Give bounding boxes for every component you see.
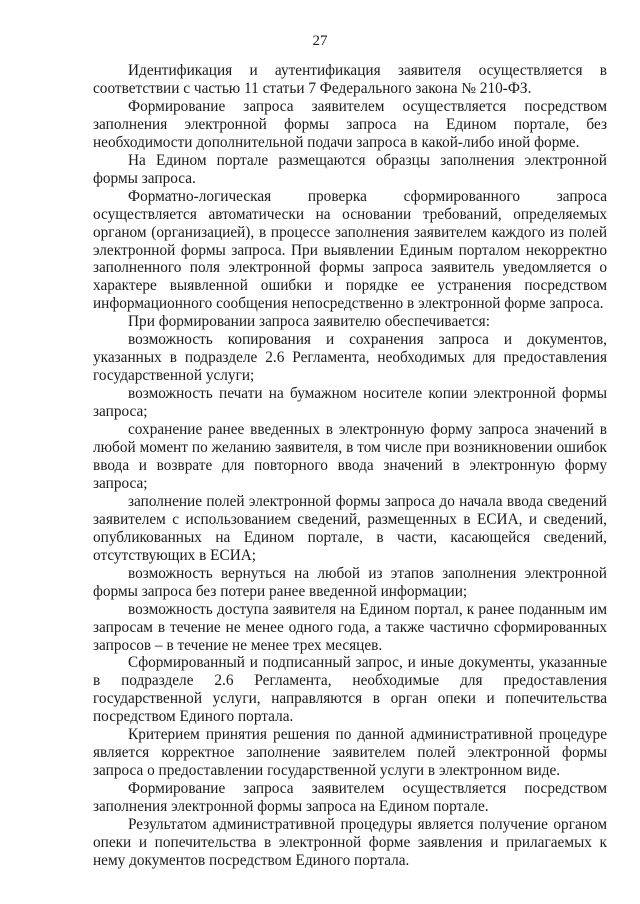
paragraph-format-check: Форматно-логическая проверка сформированного запроса осуществляется автоматически на основании требований, определяемых органом (организацией), в процессе заполнения заявителем каждого из полей электронной формы запроса. При выявлении Единым порталом некорректно заполненного поля электронной формы запроса заявитель уведомляется о характере выявленной ошибки и порядке ее устранения посредством информационного сообщения непосредственно в электронной форме запроса. xyxy=(93,187,607,313)
paragraph-result: Результатом административной процедуры является получение органом опеки и попечительства в электронной форме заявления и прилагаемых к нему документов посредством Единого портала. xyxy=(93,816,607,869)
paragraph-identification: Идентификация и аутентификация заявителя осуществляется в соответствии с частью 11 статьи 7 Федерального закона № 210-ФЗ. xyxy=(93,62,607,97)
paragraph-request-forming-repeat: Формирование запроса заявителем осуществляется посредством заполнения электронной формы запроса на Едином портале. xyxy=(93,780,607,816)
list-item-print: возможность печати на бумажном носителе копии электронной формы запроса; xyxy=(93,385,607,421)
paragraph-submission: Сформированный и подписанный запрос, и иные документы, указанные в подразделе 2.6 Регламента, необходимые для предоставления государственной услуги, направляются в орган опеки и попечительства посредством Единого портала. xyxy=(93,654,607,726)
paragraph-samples: На Едином портале размещаются образцы заполнения электронной формы запроса. xyxy=(93,151,607,187)
paragraph-request-forming: Формирование запроса заявителем осуществляется посредством заполнения электронной формы запроса на Едином портале, без необходимости дополнительной подачи запроса в какой-либо иной форме. xyxy=(93,97,607,151)
list-item-save-values: сохранение ранее введенных в электронную форму запроса значений в любой момент по желанию заявителя, в том числе при возникновении ошибок ввода и возврате для повторного ввода значений в электронную форму запроса; xyxy=(93,421,607,492)
document-body xyxy=(93,62,607,870)
paragraph-provisions-intro: При формировании запроса заявителю обеспечивается: xyxy=(128,313,490,331)
list-item-return-stage: возможность вернуться на любой из этапов заполнения электронной формы запроса без потери ранее введенной информации; xyxy=(93,564,607,600)
page-number: 27 xyxy=(312,33,328,49)
list-item-copy-save: возможность копирования и сохранения запроса и документов, указанных в подразделе 2.6 Регламента, необходимых для предоставления государственной услуги; xyxy=(93,331,607,385)
list-item-prefill: заполнение полей электронной формы запроса до начала ввода сведений заявителем с использованием сведений, размещенных в ЕСИА, и сведений, опубликованных на Едином портале, в части, касающейся сведений, отсутствующих в ЕСИА; xyxy=(93,492,607,564)
list-item-access-history: возможность доступа заявителя на Едином портал, к ранее поданным им запросам в течение не менее одного года, а также частично сформированных запросов – в течение не менее трех месяцев. xyxy=(93,600,607,654)
paragraph-criterion: Критерием принятия решения по данной административной процедуре является корректное заполнение заявителем полей электронной формы запроса о предоставлении государственной услуги в электронном виде. xyxy=(93,726,607,780)
